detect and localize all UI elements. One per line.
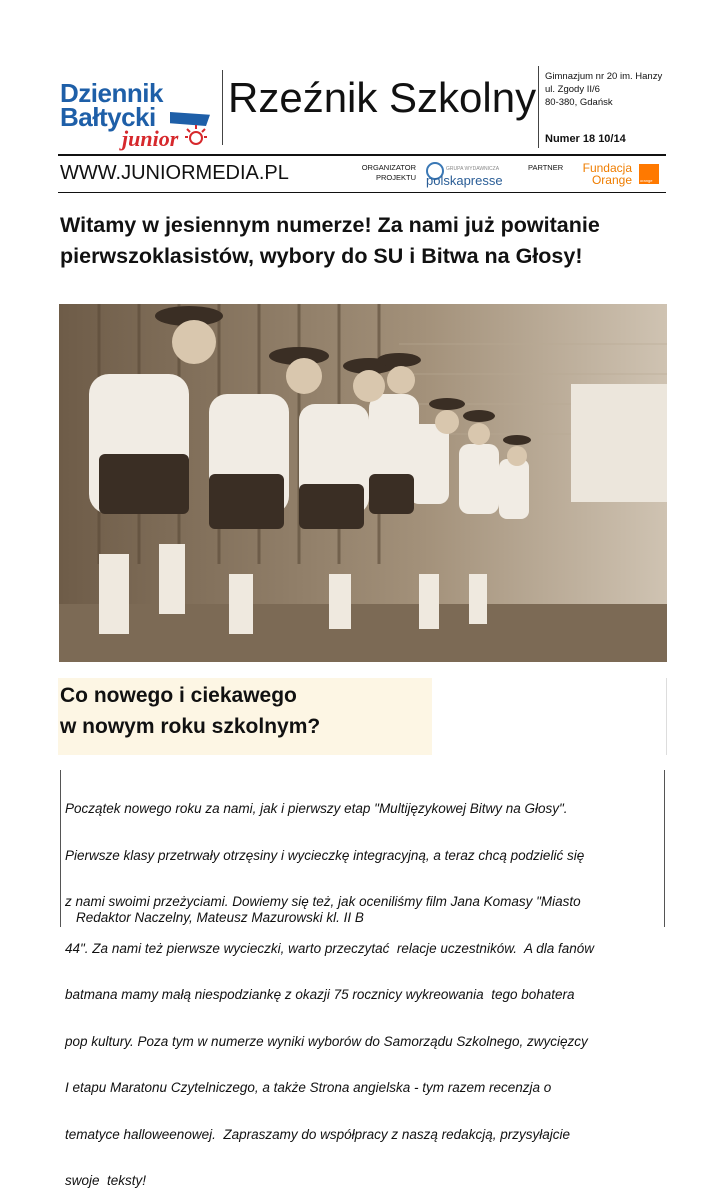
organizer-label-line-1: ORGANIZATOR xyxy=(361,163,416,172)
front-page-headline: Witamy w jesiennym numerze! Za nami już powitanie pierwszoklasistów, wybory do SU i Bitwa na Głosy! xyxy=(60,213,600,268)
dancing-students-photo xyxy=(59,304,667,662)
article-border-right xyxy=(664,770,665,927)
editorial-line: 44". Za nami też pierwsze wycieczki, warto przeczytać relacje uczestników. A dla fanów xyxy=(65,940,594,956)
polskapresse-subtitle: GRUPA WYDAWNICZA xyxy=(446,166,500,172)
editorial-line: Początek nowego roku za nami, jak i pierwszy etap "Multijęzykowej Bitwy na Głosy". xyxy=(65,801,568,816)
dziennik-baltycki-junior-logo xyxy=(58,76,218,156)
organizer-label xyxy=(340,163,416,183)
editorial-text xyxy=(65,770,661,1204)
fundacja-line-2: Orange xyxy=(591,173,632,187)
issue-number: Numer 18 10/14 xyxy=(545,133,626,145)
logo-sun-icon xyxy=(184,124,208,148)
orange-square-logo-icon xyxy=(639,164,659,184)
polskapresse-name: polskapresse xyxy=(426,173,503,188)
school-street: ul. Zgody II/6 xyxy=(545,84,600,95)
editorial-line: batmana mamy małą niespodziankę z okazji 75 rocznicy wykreowania tego bohatera xyxy=(65,987,575,1002)
orange-badge-text: orange xyxy=(640,178,653,183)
editorial-line: swoje teksty! xyxy=(65,1173,147,1188)
logo-line-1: Dziennik xyxy=(60,78,163,108)
editor-signature: Redaktor Naczelny, Mateusz Mazurowski kl. II B xyxy=(76,910,364,925)
masthead-divider-left xyxy=(222,70,223,145)
editorial-line: Pierwsze klasy przetrwały otrzęsiny i wycieczkę integracyjną, a teraz chcą podzielić się xyxy=(65,847,585,863)
logo-junior-text: junior xyxy=(122,126,179,151)
section-heading-line-2: w nowym roku szkolnym? xyxy=(60,715,321,738)
polskapresse-logo xyxy=(424,160,512,188)
editorial-line: I etapu Maratonu Czytelniczego, a także Strona angielska - tym razem recenzja o xyxy=(65,1080,552,1095)
editorial-line: z nami swoimi przeżyciami. Dowiemy się też, jak oceniliśmy film Jana Komasy "Miasto xyxy=(65,894,581,909)
fundacja-orange-logo xyxy=(574,162,632,186)
partner-label: PARTNER xyxy=(528,163,564,172)
article-border-left xyxy=(60,770,61,927)
section-heading xyxy=(60,680,430,742)
school-city: 80-380, Gdańsk xyxy=(545,97,613,108)
section-box-edge xyxy=(666,678,667,755)
subheader-rule xyxy=(58,192,666,193)
masthead-divider-right xyxy=(538,66,539,148)
organizer-label-line-2: PROJEKTU xyxy=(375,173,416,182)
masthead-rule xyxy=(58,154,666,156)
editorial-line: pop kultury. Poza tym w numerze wyniki wyborów do Samorządu Szkolnego, zwycięzcy xyxy=(65,1033,588,1049)
editorial-line: tematyce halloweenowej. Zapraszamy do współpracy z naszą redakcją, przysyłajcie xyxy=(65,1126,570,1142)
school-address xyxy=(545,70,662,109)
newspaper-title: Rzeźnik Szkolny xyxy=(228,74,537,121)
fundacja-line-1: Fundacja xyxy=(582,161,632,175)
website-link[interactable]: WWW.JUNIORMEDIA.PL xyxy=(60,162,289,184)
logo-line-2: Bałtycki xyxy=(60,102,156,132)
school-name: Gimnazjum nr 20 im. Hanzy xyxy=(545,71,663,82)
section-heading-line-1: Co nowego i ciekawego xyxy=(60,684,297,707)
